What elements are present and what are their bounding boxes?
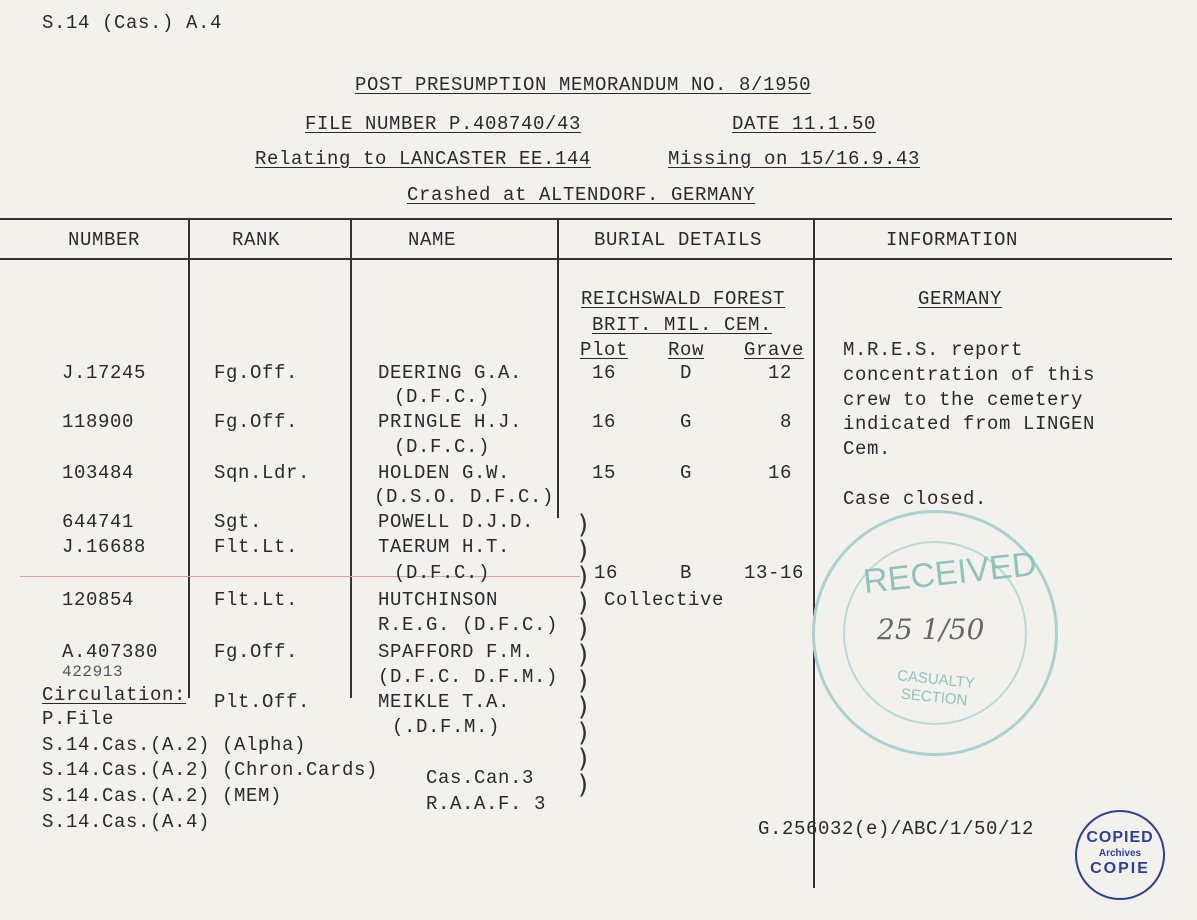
information-heading: GERMANY: [918, 288, 1003, 310]
column-divider: [557, 218, 559, 518]
awards: (D.F.C.): [394, 386, 491, 408]
service-number: 118900: [62, 411, 135, 433]
name: MEIKLE T.A.: [378, 691, 511, 713]
received-stamp-handwritten-date: 25 1/50: [877, 613, 985, 646]
circulation-item: P.File: [42, 708, 115, 730]
name: TAERUM H.T.: [378, 536, 511, 558]
rank: Plt.Off.: [214, 691, 311, 713]
rank: Flt.Lt.: [214, 589, 299, 611]
name: DEERING G.A.: [378, 362, 523, 384]
sub-header-plot: Plot: [580, 339, 629, 361]
name: PRINGLE H.J.: [378, 411, 523, 433]
name: HUTCHINSON: [378, 589, 499, 611]
service-number: A.407380: [62, 641, 159, 663]
row: D: [680, 362, 693, 384]
awards: (D.F.C. D.F.M.): [378, 666, 559, 688]
collective-plot: 16: [594, 562, 619, 584]
circulation-item: S.14.Cas.(A.2) (Alpha): [42, 734, 307, 756]
grave: 12: [768, 362, 793, 384]
rank: Flt.Lt.: [214, 536, 299, 558]
plot: 16: [592, 362, 617, 384]
missing-date: Missing on 15/16.9.43: [668, 148, 921, 170]
grave: 8: [780, 411, 793, 433]
rank: Fg.Off.: [214, 362, 299, 384]
service-number: 120854: [62, 589, 135, 611]
table-top-rule: [0, 218, 1172, 220]
circulation-item: S.14.Cas.(A.4): [42, 811, 211, 833]
name: SPAFFORD F.M.: [378, 641, 535, 663]
column-header-rank: RANK: [232, 229, 281, 251]
name: HOLDEN G.W.: [378, 462, 511, 484]
service-number: 644741: [62, 511, 135, 533]
copied-stamp-middle: Archives: [1098, 848, 1142, 859]
sub-header-row: Row: [668, 339, 705, 361]
circulation-item: S.14.Cas.(A.2) (Chron.Cards): [42, 759, 379, 781]
service-number: 103484: [62, 462, 135, 484]
sub-header-grave: Grave: [744, 339, 805, 361]
copied-stamp-bottom: COPIE: [1090, 860, 1150, 877]
rank: Sqn.Ldr.: [214, 462, 311, 484]
received-stamp: [812, 510, 1058, 756]
information-line: indicated from LINGEN: [843, 413, 1096, 435]
plot: 16: [592, 411, 617, 433]
memo-title: POST PRESUMPTION MEMORANDUM NO. 8/1950: [355, 74, 812, 96]
received-stamp-text: RECEIVED: [861, 545, 1039, 601]
file-number: FILE NUMBER P.408740/43: [305, 113, 582, 135]
memo-date: DATE 11.1.50: [732, 113, 877, 135]
column-divider: [188, 218, 190, 698]
information-line: M.R.E.S. report: [843, 339, 1024, 361]
crash-location: Crashed at ALTENDORF. GERMANY: [407, 184, 756, 206]
name: POWELL D.J.D.: [378, 511, 535, 533]
column-header-burial: BURIAL DETAILS: [594, 229, 763, 251]
collective-row: B: [680, 562, 693, 584]
collective-brace: ) ) ) ) ) ) ) ) ) ) ): [578, 510, 589, 800]
column-header-name: NAME: [408, 229, 457, 251]
awards: (.D.F.M.): [392, 716, 501, 738]
awards: (D.F.C.): [394, 436, 491, 458]
information-line: Cem.: [843, 438, 892, 460]
collective-label: Collective: [604, 589, 725, 611]
row: G: [680, 411, 693, 433]
copies-raaf: R.A.A.F. 3: [426, 793, 547, 815]
document-reference: S.14 (Cas.) A.4: [42, 12, 223, 34]
service-number: J.16688: [62, 536, 147, 558]
received-stamp-section: CASUALTY SECTION: [896, 667, 976, 710]
column-divider: [350, 218, 352, 698]
service-number: 422913: [62, 663, 124, 681]
rank: Fg.Off.: [214, 641, 299, 663]
awards: R.E.G. (D.F.C.): [378, 614, 559, 636]
plot: 15: [592, 462, 617, 484]
information-line: crew to the cemetery: [843, 389, 1084, 411]
collective-grave: 13-16: [744, 562, 805, 584]
copies-cas-can: Cas.Can.3: [426, 767, 535, 789]
column-header-information: INFORMATION: [886, 229, 1019, 251]
red-pencil-line: [20, 576, 580, 577]
column-header-number: NUMBER: [68, 229, 141, 251]
column-divider: [813, 218, 815, 888]
case-status: Case closed.: [843, 488, 988, 510]
circulation-heading: Circulation:: [42, 684, 187, 706]
cemetery-type: BRIT. MIL. CEM.: [592, 314, 773, 336]
grave: 16: [768, 462, 793, 484]
footer-reference: G.256032(e)/ABC/1/50/12: [758, 818, 1035, 840]
copied-stamp-top: COPIED: [1086, 829, 1154, 846]
awards: (D.F.C.): [394, 562, 491, 584]
circulation-item: S.14.Cas.(A.2) (MEM): [42, 785, 283, 807]
copied-archives-stamp: [1075, 810, 1165, 900]
table-header-rule: [0, 258, 1172, 260]
row: G: [680, 462, 693, 484]
aircraft-relating: Relating to LANCASTER EE.144: [255, 148, 592, 170]
rank: Fg.Off.: [214, 411, 299, 433]
service-number: J.17245: [62, 362, 147, 384]
rank: Sgt.: [214, 511, 263, 533]
information-line: concentration of this: [843, 364, 1096, 386]
cemetery-name: REICHSWALD FOREST: [581, 288, 786, 310]
awards: (D.S.O. D.F.C.): [374, 486, 555, 508]
